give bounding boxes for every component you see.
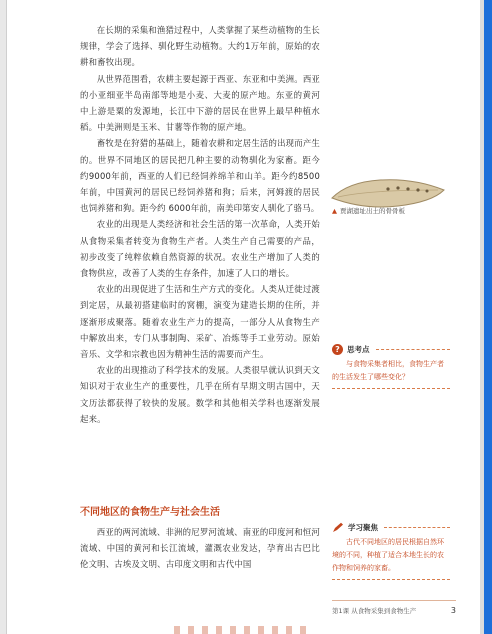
caption-text: 贾湖遗址出土的骨骨板 [340,207,405,215]
focus-box-header [332,522,450,533]
think-box-text: 与食物采集者相比，食物生产者的生活发生了哪些变化？ [332,360,444,381]
think-box-header [332,344,450,355]
paragraph: 农业的出现促进了生活和生产方式的变化。人类从迁徙过渡到定居，从最初搭建临时的窝棚，演变为建造长期的住所，并逐渐形成聚落。随着农业生产力的提高，一部分人从食物生产中解放出来，专门从事制陶、采矿、冶炼等手工业劳动。原始音乐、文学和宗教也因为精神生活的需要而产生。 [80,284,320,360]
book-page [14,0,474,634]
paragraph: 在长期的采集和渔猎过程中，人类掌握了某些动植物的生长规律，学会了选择、驯化野生动植物。大约1万年前，原始的农耕和畜牧出现。 [80,25,320,68]
dashed-rule [376,349,451,350]
main-text-column [80,22,320,427]
dashed-rule [332,579,450,580]
focus-box [332,522,450,580]
paragraph: 畜牧是在狩猎的基础上，随着农耕和定居生活的出现而产生的。世界不同地区的居民把几种主要的动物驯化为家畜。距今约9000年前，西亚的人们已经饲养绵羊和山羊。距今约8500年前，中国黄河的居民已经饲养猪和狗；后来，河姆渡的居民也饲养猪和狗。距今约 6000年前，南美印第安人驯化了骆马。 [80,138,320,214]
section-heading: 不同地区的食物生产与社会生活 [80,507,220,518]
section-text-column [80,524,320,573]
window-left-edge [0,0,7,634]
page-number: 3 [450,606,456,615]
page-footer [332,606,456,615]
focus-box-text: 古代不同地区的居民根据自然环境的不同，种植了适合本地生长的农作物和饲养的家畜。 [332,538,444,572]
footer-rule [332,600,456,601]
next-page-peek [174,626,314,634]
dashed-rule [384,527,450,528]
image-caption [332,206,452,215]
think-box-title: 思考点 [347,345,370,354]
focus-box-title: 学习聚焦 [348,523,378,532]
paragraph: 西亚的两河流域、非洲的尼罗河流域、南亚的印度河和恒河流域、中国的黄河和长江流域，灌溉农业发达，孕育出古巴比伦文明、古埃及文明、古印度文明和古代中国 [80,527,320,570]
dashed-rule [332,388,450,389]
think-box [332,344,450,389]
lesson-title: 第1课 从食物采集到食物生产 [332,607,417,615]
window-scrollbar[interactable] [484,0,492,634]
paragraph: 从世界范围看，农耕主要起源于西亚、东亚和中美洲。西亚的小亚细亚半岛南部等地是小麦、大麦的原产地。东亚的黄河中上游是粟的发源地，长江中下游的居民在世界上最早种植水稻。中美洲则是玉米、甘薯等作物的原产地。 [80,73,320,133]
paragraph: 农业的出现推动了科学技术的发展。人类很早就认识到天文知识对于农业生产的重要性，几乎在所有早期文明古国中，天文历法都获得了较快的发展。数学和其他相关学科也逐渐发展起来。 [80,365,320,424]
paragraph: 农业的出现是人类经济和社会生活的第一次革命，人类开始从食物采集者转变为食物生产者。人类生产自己需要的产品，初步改变了纯粹依赖自然资源的状况。农业生产增加了人类的食物供应，改善了人类的生存条件，加速了人口的增长。 [80,219,320,279]
pen-icon [332,522,344,533]
question-icon: ? [332,344,343,355]
triangle-marker-icon: ▲ [332,207,337,215]
